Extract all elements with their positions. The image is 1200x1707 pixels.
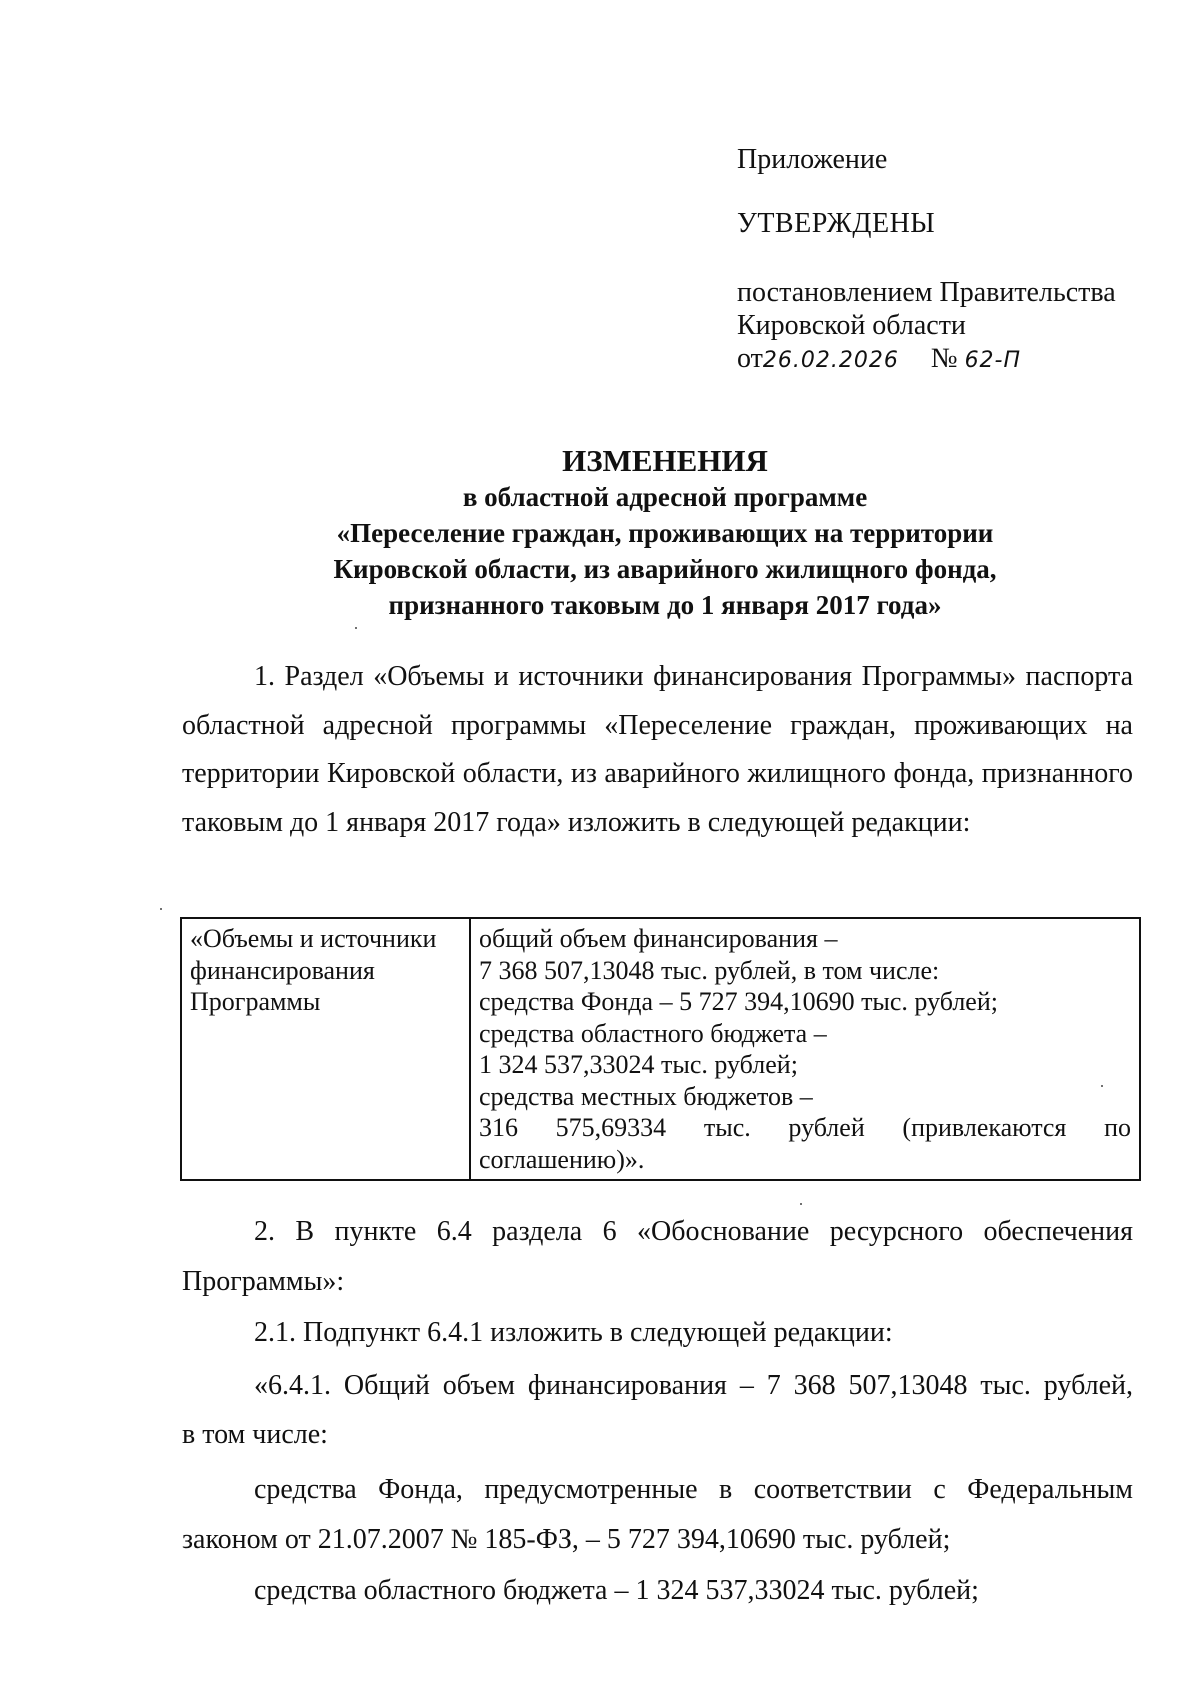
title-heading: ИЗМЕНЕНИЯ [562, 443, 768, 478]
table-value-line: 1 324 537,33024 тыс. рублей; [479, 1050, 798, 1079]
appendix-label: Приложение [737, 144, 888, 175]
handwritten-date: 26.02.2026 [762, 348, 899, 373]
table-value-line: соглашению)». [479, 1144, 645, 1174]
scan-speck [160, 908, 162, 910]
paragraph-3: 2.1. Подпункт 6.4.1 изложить в следующей редакции: [254, 1317, 893, 1348]
decree-line-2: Кировской области [737, 310, 966, 341]
table-label-line-1: «Объемы и источники [190, 924, 437, 953]
number-prefix: № [930, 343, 958, 374]
paragraph-4-line-2: в том числе: [182, 1419, 328, 1450]
scan-speck [800, 1203, 802, 1205]
title-line-2: в областной адресной программе [462, 482, 868, 512]
paragraph-2: 2. В пункте 6.4 раздела 6 «Обоснование ресурсного обеспечения Программы»: [182, 1216, 1133, 1297]
scan-speck [355, 627, 357, 629]
handwritten-number: 62-П [964, 348, 1022, 373]
approved-label: УТВЕРЖДЕНЫ [737, 208, 936, 239]
paragraph-6: средства областного бюджета – 1 324 537,33024 тыс. рублей; [254, 1575, 979, 1606]
date-prefix: от [737, 343, 763, 374]
decree-date-line [737, 343, 1116, 376]
table-label-line-2: финансирования [190, 955, 375, 985]
financing-table [180, 917, 1141, 1181]
table-value-line: 7 368 507,13048 тыс. рублей, в том числе: [479, 955, 940, 985]
decree-reference [737, 277, 1116, 376]
paragraph-5: средства Фонда, предусмотренные в соответствии с Федеральным законом от 21.07.2007 № 185-ФЗ, – 5 727 394,10690 тыс. рублей; [182, 1474, 1133, 1555]
title-line-4: Кировской области, из аварийного жилищного фонда, [333, 554, 997, 584]
table-value-line: средства местных бюджетов – [479, 1081, 813, 1111]
paragraph-1: 1. Раздел «Объемы и источники финансирования Программы» паспорта областной адресной программы «Переселение граждан, проживающих на территории Кировской области, из аварийного жилищного фонда, признанного таковым до 1 января 2017 года» изложить в следующей редакции: [182, 661, 1133, 838]
financing-table-value-cell [471, 919, 1139, 1179]
table-value-line: средства областного бюджета – [479, 1018, 827, 1048]
decree-line-1: постановлением Правительства [737, 277, 1116, 308]
table-value-line: общий объем финансирования – [479, 924, 838, 953]
title-line-3: «Переселение граждан, проживающих на территории [336, 518, 994, 548]
title-line-5: признанного таковым до 1 января 2017 года» [388, 590, 942, 620]
paragraph-4-line-1: «6.4.1. Общий объем финансирования – 7 368 507,13048 тыс. рублей, [254, 1370, 1133, 1401]
financing-table-label-cell [182, 919, 471, 1179]
table-value-line: 316 575,69334 тыс. рублей (привлекаются по [479, 1113, 1131, 1142]
scan-speck [1101, 1085, 1103, 1087]
table-value-line: средства Фонда – 5 727 394,10690 тыс. рублей; [479, 987, 998, 1016]
document-title [180, 443, 1150, 623]
table-label-line-3: Программы [190, 987, 321, 1016]
